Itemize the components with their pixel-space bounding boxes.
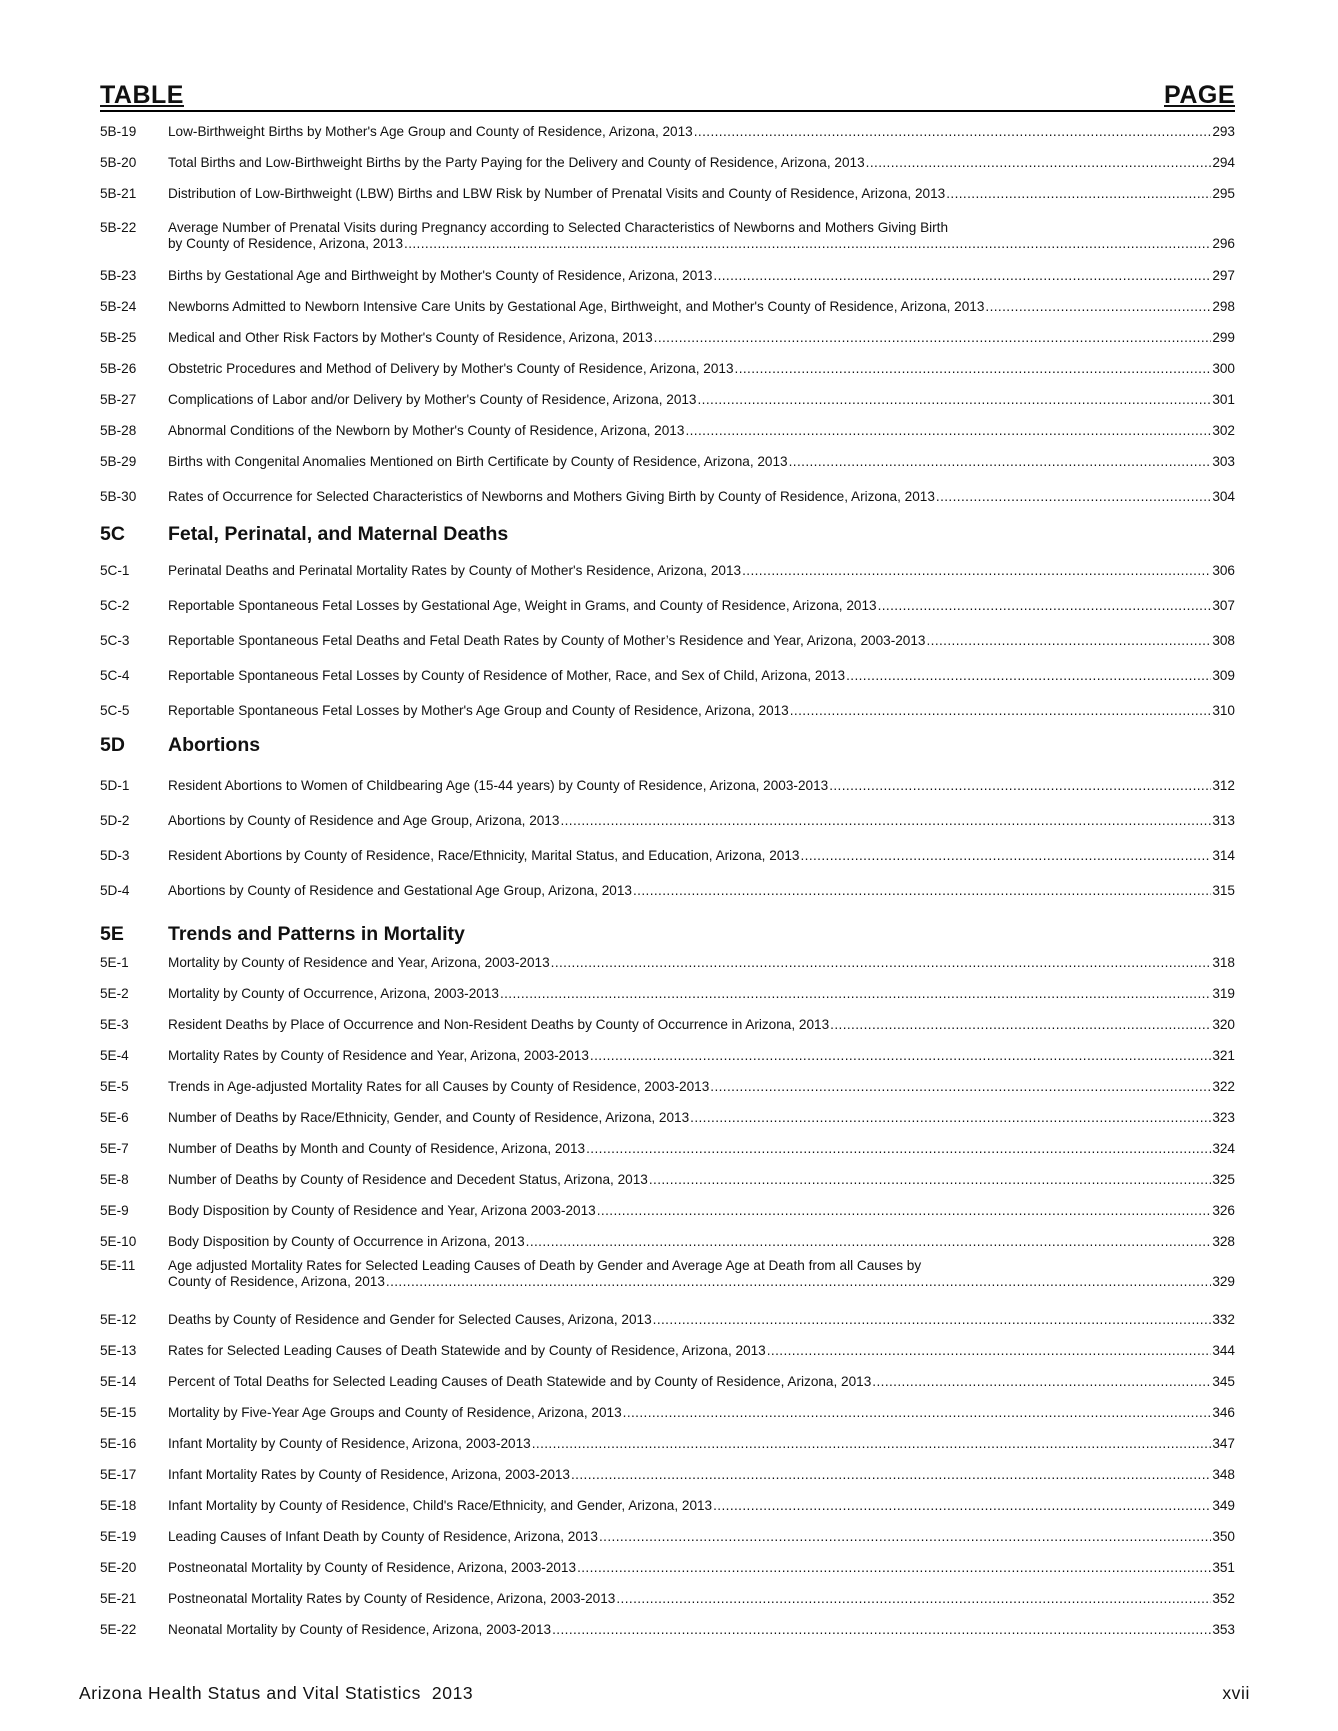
table-number: 5E-11 (100, 1258, 136, 1273)
table-title: Number of Deaths by Month and County of Residence, Arizona, 2013 (168, 1141, 586, 1156)
table-title: Medical and Other Risk Factors by Mother's County of Residence, Arizona, 2013 (168, 330, 653, 345)
table-title: Number of Deaths by Race/Ethnicity, Gender, and County of Residence, Arizona, 2013 (168, 1110, 690, 1125)
dot-leader (829, 778, 1211, 794)
table-title: Infant Mortality by County of Residence, Child's Race/Ethnicity, and Gender, Arizona, 2013 (168, 1498, 713, 1513)
page-number: 326 (1212, 1203, 1235, 1218)
table-number: 5E-3 (100, 1017, 129, 1032)
table-title: Resident Abortions to Women of Childbearing Age (15-44 years) by County of Residence, Arizona, 2003-2013 (168, 778, 829, 793)
table-number: 5E-2 (100, 986, 129, 1001)
dot-leader (552, 1622, 1211, 1638)
table-title: Reportable Spontaneous Fetal Losses by County of Residence of Mother, Race, and Sex of Child, Arizona, 2013 (168, 668, 846, 683)
table-number: 5B-23 (100, 268, 137, 283)
table-title: Neonatal Mortality by County of Residence, Arizona, 2003-2013 (168, 1622, 552, 1637)
page-number: 348 (1212, 1467, 1235, 1482)
table-title: Age adjusted Mortality Rates for Selected Leading Causes of Death by Gender and Average Age at Death from all Causes by (168, 1258, 922, 1273)
dot-leader (404, 236, 1211, 252)
page-number: 294 (1212, 155, 1235, 170)
table-number: 5C-1 (100, 563, 130, 578)
table-title: Mortality by County of Occurrence, Arizona, 2003-2013 (168, 986, 499, 1001)
dot-leader (866, 155, 1212, 171)
page-number: 298 (1212, 299, 1235, 314)
table-number: 5E-13 (100, 1343, 137, 1358)
table-number: 5E-22 (100, 1622, 137, 1637)
section-number: 5C (100, 523, 125, 545)
page-number: 328 (1212, 1234, 1235, 1249)
section-number: 5D (100, 734, 125, 756)
section-title: Fetal, Perinatal, and Maternal Deaths (168, 523, 509, 545)
table-number: 5B-25 (100, 330, 137, 345)
page-number: 346 (1212, 1405, 1235, 1420)
page-number: 293 (1212, 124, 1235, 139)
page-number: 295 (1212, 186, 1235, 201)
table-title: Total Births and Low-Birthweight Births by the Party Paying for the Delivery and County of Residence, Arizona, 2013 (168, 155, 865, 170)
dot-leader (623, 1405, 1212, 1421)
table-title: Body Disposition by County of Occurrence in Arizona, 2013 (168, 1234, 525, 1249)
table-title: Reportable Spontaneous Fetal Losses by Mother's Age Group and County of Residence, Arizona, 2013 (168, 703, 789, 718)
page-number: 302 (1212, 423, 1235, 438)
dot-leader (872, 1374, 1211, 1390)
table-number: 5D-3 (100, 848, 130, 863)
table-number: 5E-1 (100, 955, 129, 970)
dot-leader (633, 883, 1211, 899)
table-number: 5B-20 (100, 155, 137, 170)
page-number: 352 (1212, 1591, 1235, 1606)
dot-leader (599, 1529, 1211, 1545)
page-number: 347 (1212, 1436, 1235, 1451)
table-number: 5E-14 (100, 1374, 137, 1389)
table-title: Percent of Total Deaths for Selected Leading Causes of Death Statewide and by County of Residence, Arizona, 2013 (168, 1374, 872, 1389)
table-title: Births with Congenital Anomalies Mentioned on Birth Certificate by County of Residence, Arizona, 2013 (168, 454, 788, 469)
table-title: Resident Abortions by County of Residence, Race/Ethnicity, Marital Status, and Education, Arizona, 2013 (168, 848, 800, 863)
table-title: Resident Deaths by Place of Occurrence and Non-Resident Deaths by County of Occurrence in Arizona, 2013 (168, 1017, 830, 1032)
table-number: 5D-2 (100, 813, 130, 828)
dot-leader (946, 186, 1211, 202)
table-title: Postneonatal Mortality by County of Residence, Arizona, 2003-2013 (168, 1560, 577, 1575)
table-number: 5E-10 (100, 1234, 137, 1249)
page-number: 350 (1212, 1529, 1235, 1544)
dot-leader (800, 848, 1211, 864)
toc-header (100, 80, 1235, 112)
dot-leader (653, 1312, 1212, 1328)
table-title: Abortions by County of Residence and Gestational Age Group, Arizona, 2013 (168, 883, 632, 898)
table-title: Reportable Spontaneous Fetal Losses by Gestational Age, Weight in Grams, and County of Residence, Arizona, 2013 (168, 598, 877, 613)
table-number: 5E-4 (100, 1048, 129, 1063)
dot-leader (735, 361, 1212, 377)
table-title: Distribution of Low-Birthweight (LBW) Births and LBW Risk by Number of Prenatal Visits and County of Residence, Arizona, 2013 (168, 186, 946, 201)
table-number: 5C-2 (100, 598, 130, 613)
table-number: 5C-5 (100, 703, 130, 718)
footer-title: Arizona Health Status and Vital Statistics 2013 (79, 1683, 474, 1703)
dot-leader (926, 633, 1211, 649)
table-number: 5E-21 (100, 1591, 137, 1606)
dot-leader (710, 1079, 1211, 1095)
table-number: 5D-1 (100, 778, 130, 793)
page-number: 297 (1212, 268, 1235, 283)
page-number: 329 (1212, 1274, 1235, 1289)
table-title: Mortality by County of Residence and Year, Arizona, 2003-2013 (168, 955, 550, 970)
table-number: 5E-20 (100, 1560, 137, 1575)
dot-leader (789, 454, 1212, 470)
table-number: 5B-24 (100, 299, 137, 314)
page-number: 322 (1212, 1079, 1235, 1094)
dot-leader (936, 489, 1211, 505)
table-number: 5E-9 (100, 1203, 129, 1218)
table-number: 5B-19 (100, 124, 137, 139)
table-title: Complications of Labor and/or Delivery by Mother's County of Residence, Arizona, 2013 (168, 392, 697, 407)
page-number: 304 (1212, 489, 1235, 504)
page-column-heading: PAGE (1164, 81, 1235, 109)
dot-leader (577, 1560, 1211, 1576)
dot-leader (532, 1436, 1212, 1452)
dot-leader (386, 1274, 1211, 1290)
dot-leader (846, 668, 1211, 684)
table-number: 5E-5 (100, 1079, 129, 1094)
table-title: Mortality Rates by County of Residence and Year, Arizona, 2003-2013 (168, 1048, 589, 1063)
dot-leader (616, 1591, 1211, 1607)
table-title: Low-Birthweight Births by Mother's Age Group and County of Residence, Arizona, 2013 (168, 124, 693, 139)
dot-leader (685, 423, 1211, 439)
table-title: Leading Causes of Infant Death by County of Residence, Arizona, 2013 (168, 1529, 598, 1544)
page-number: 318 (1212, 955, 1235, 970)
page-number: 320 (1212, 1017, 1235, 1032)
table-number: 5C-4 (100, 668, 130, 683)
table-number: 5B-29 (100, 454, 137, 469)
page-number: 308 (1212, 633, 1235, 648)
table-of-contents (100, 0, 1235, 1731)
section-number: 5E (100, 923, 124, 945)
page-number: 321 (1212, 1048, 1235, 1063)
table-number: 5E-18 (100, 1498, 137, 1513)
page-number: 299 (1212, 330, 1235, 345)
page-number: 344 (1212, 1343, 1235, 1358)
table-number: 5E-6 (100, 1110, 129, 1125)
dot-leader (694, 124, 1212, 140)
table-title: Abortions by County of Residence and Age Group, Arizona, 2013 (168, 813, 560, 828)
dot-leader (767, 1343, 1212, 1359)
table-title: Infant Mortality by County of Residence, Arizona, 2003-2013 (168, 1436, 531, 1451)
section-title: Trends and Patterns in Mortality (168, 923, 465, 945)
table-number: 5B-27 (100, 392, 137, 407)
table-number: 5E-7 (100, 1141, 129, 1156)
table-number: 5E-8 (100, 1172, 129, 1187)
dot-leader (586, 1141, 1211, 1157)
table-title: Rates of Occurrence for Selected Characteristics of Newborns and Mothers Giving Birth by County of Residence, Arizona, 2013 (168, 489, 935, 504)
table-number: 5B-28 (100, 423, 137, 438)
page-number: 303 (1212, 454, 1235, 469)
table-title: Average Number of Prenatal Visits during Pregnancy according to Selected Characteristics of Newborns and Mothers Giving Birth (168, 220, 949, 235)
table-number: 5B-22 (100, 220, 137, 235)
dot-leader (830, 1017, 1211, 1033)
page-number: 313 (1212, 813, 1235, 828)
table-number: 5E-17 (100, 1467, 137, 1482)
table-title: Rates for Selected Leading Causes of Death Statewide and by County of Residence, Arizona, 2013 (168, 1343, 766, 1358)
section-title: Abortions (168, 734, 261, 756)
page-number: 307 (1212, 598, 1235, 613)
dot-leader (649, 1172, 1211, 1188)
page-number: 296 (1212, 236, 1235, 251)
page-number: 332 (1212, 1312, 1235, 1327)
table-number: 5D-4 (100, 883, 130, 898)
table-title: Obstetric Procedures and Method of Delivery by Mother's County of Residence, Arizona, 2013 (168, 361, 734, 376)
table-title: Infant Mortality Rates by County of Residence, Arizona, 2003-2013 (168, 1467, 570, 1482)
table-number: 5E-16 (100, 1436, 137, 1451)
table-title: Abnormal Conditions of the Newborn by Mother's County of Residence, Arizona, 2013 (168, 423, 685, 438)
dot-leader (526, 1234, 1212, 1250)
dot-leader (713, 1498, 1211, 1514)
table-number: 5B-26 (100, 361, 137, 376)
table-title: Postneonatal Mortality Rates by County of Residence, Arizona, 2003-2013 (168, 1591, 616, 1606)
dot-leader (571, 1467, 1211, 1483)
table-title: Trends in Age-adjusted Mortality Rates for all Causes by County of Residence, 2003-2013 (168, 1079, 710, 1094)
page-number: 315 (1212, 883, 1235, 898)
dot-leader (500, 986, 1211, 1002)
page-number: 310 (1212, 703, 1235, 718)
dot-leader (742, 563, 1211, 579)
dot-leader (790, 703, 1212, 719)
page-number: 306 (1212, 563, 1235, 578)
dot-leader (713, 268, 1211, 284)
page-number: 319 (1212, 986, 1235, 1001)
page-number: 323 (1212, 1110, 1235, 1125)
table-title: Reportable Spontaneous Fetal Deaths and Fetal Death Rates by County of Mother’s Residence and Year, Arizona, 2003-2013 (168, 633, 926, 648)
table-number: 5C-3 (100, 633, 130, 648)
dot-leader (551, 955, 1212, 971)
page-number: 349 (1212, 1498, 1235, 1513)
dot-leader (690, 1110, 1211, 1126)
table-number: 5B-30 (100, 489, 137, 504)
table-title-continued: County of Residence, Arizona, 2013 (168, 1274, 385, 1289)
page-number: 301 (1212, 392, 1235, 407)
page-number: 353 (1212, 1622, 1235, 1637)
dot-leader (654, 330, 1212, 346)
dot-leader (698, 392, 1212, 408)
table-title: Mortality by Five-Year Age Groups and County of Residence, Arizona, 2013 (168, 1405, 622, 1420)
dot-leader (878, 598, 1212, 614)
page-number: 351 (1212, 1560, 1235, 1575)
page-number: 324 (1212, 1141, 1235, 1156)
dot-leader (590, 1048, 1211, 1064)
table-number: 5B-21 (100, 186, 137, 201)
table-title: Body Disposition by County of Residence and Year, Arizona 2003-2013 (168, 1203, 596, 1218)
table-title: Number of Deaths by County of Residence and Decedent Status, Arizona, 2013 (168, 1172, 648, 1187)
page-number: 345 (1212, 1374, 1235, 1389)
table-column-heading: TABLE (100, 81, 184, 109)
dot-leader (597, 1203, 1212, 1219)
table-number: 5E-19 (100, 1529, 137, 1544)
dot-leader (560, 813, 1211, 829)
page-number: 309 (1212, 668, 1235, 683)
dot-leader (985, 299, 1211, 315)
page-number: 314 (1212, 848, 1235, 863)
table-title: Perinatal Deaths and Perinatal Mortality Rates by County of Mother's Residence, Arizona, 2013 (168, 563, 742, 578)
page-number: 300 (1212, 361, 1235, 376)
footer-page-number: xvii (1222, 1683, 1250, 1703)
table-title-continued: by County of Residence, Arizona, 2013 (168, 236, 404, 251)
page-number: 325 (1212, 1172, 1235, 1187)
page-number: 312 (1212, 778, 1235, 793)
table-number: 5E-15 (100, 1405, 137, 1420)
table-number: 5E-12 (100, 1312, 137, 1327)
table-title: Newborns Admitted to Newborn Intensive Care Units by Gestational Age, Birthweight, and Mother's County of Residence, Arizona, 2013 (168, 299, 985, 314)
table-title: Births by Gestational Age and Birthweight by Mother's County of Residence, Arizona, 2013 (168, 268, 713, 283)
table-title: Deaths by County of Residence and Gender for Selected Causes, Arizona, 2013 (168, 1312, 652, 1327)
